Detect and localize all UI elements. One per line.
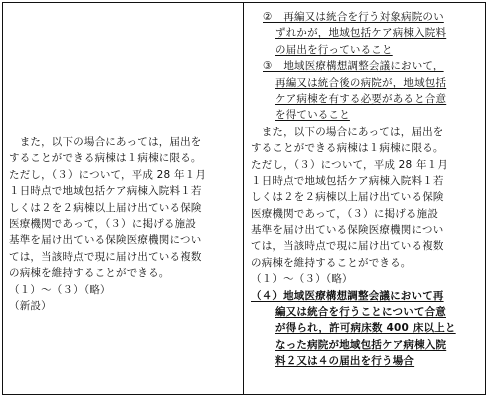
text-line: ずれかが，地域包括ケア病棟入院料 (275, 27, 447, 40)
text-line: （４）地域医療構想調整会議において再 (251, 289, 444, 302)
column-divider (243, 3, 244, 394)
new-item-placeholder: （新設） (9, 299, 52, 312)
text-line: の届出を行っていること (275, 43, 393, 56)
right-paragraph (251, 124, 479, 272)
text-line: することができる病棟は１病棟に限る。 (251, 142, 444, 155)
text-line: 料２又は４の届出を行う場合 (275, 355, 415, 368)
text-line: 医療機関であって，（３）に掲げる施設 (251, 207, 439, 220)
item-2 (251, 9, 479, 58)
item-4 (251, 288, 479, 370)
text-line: また，以下の場合にあっては，届出を (251, 125, 444, 138)
text-line: 基準を届け出ている保険医療機関につい (251, 224, 444, 237)
text-line: ただし，（３）について，平成 28 年１月 (9, 168, 207, 181)
text-line: の病棟を維持することができる。 (251, 256, 412, 269)
text-line: 医療機関であって，（３）に掲げる施設 (9, 217, 197, 230)
text-line: 編又は統合を行うことについて合意 (275, 306, 446, 319)
text-line: ては，当該時点で現に届け出ている複数 (251, 240, 444, 253)
text-line: が得られ，許可病床数 400 床以上と (275, 322, 456, 335)
text-line: しくは２を２病棟以上届け出ている保険 (251, 191, 444, 204)
text-line: １日時点で地域包括ケア病棟入院料１若 (9, 185, 202, 198)
left-column (9, 134, 237, 314)
text-line: また，以下の場合にあっては，届出を (9, 136, 202, 148)
text-line: １日時点で地域包括ケア病棟入院料１若 (251, 174, 444, 187)
text-line: ただし，（３）について，平成 28 年１月 (251, 158, 449, 171)
comparison-table (2, 2, 486, 395)
text-line: 基準を届け出ている保険医療機関につい (9, 234, 202, 247)
left-paragraph (9, 134, 237, 282)
text-line: 再編又は統合後の病院が，地域包括 (275, 76, 447, 89)
item-3 (251, 58, 479, 124)
text-line: ケア病棟を有する必要があると合意 (275, 92, 447, 105)
right-column (251, 9, 479, 370)
text-line: なった病院が地域包括ケア病棟入院 (275, 338, 447, 351)
omitted-items: （１）～（３）（略） (9, 283, 111, 296)
text-line: しくは２を２病棟以上届け出ている保険 (9, 201, 202, 214)
text-line: の病棟を維持することができる。 (9, 267, 170, 280)
omitted-items: （１）～（３）（略） (251, 273, 353, 286)
text-line: ③ 地域医療構想調整会議において， (263, 60, 444, 73)
text-line: ② 再編又は統合を行う対象病院のい (263, 11, 444, 23)
text-line: ては，当該時点で現に届け出ている複数 (9, 250, 202, 263)
text-line: を得ていること (275, 109, 350, 122)
text-line: することができる病棟は１病棟に限る。 (9, 152, 202, 165)
